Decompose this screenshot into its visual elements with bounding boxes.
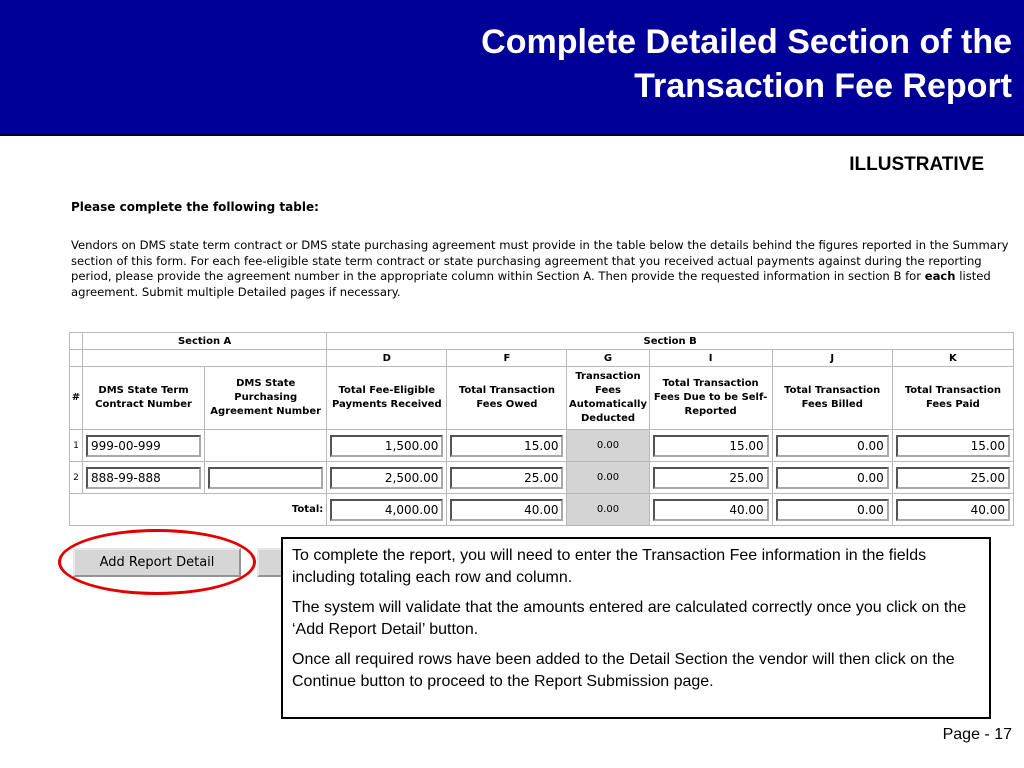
intro-text-bold: each bbox=[924, 269, 956, 283]
cell-d bbox=[327, 430, 447, 462]
intro-text-part1: Vendors on DMS state term contract or DMS state purchasing agreement must provide in the table below the details behind the figures reported in the Summary section of this form. For each fee-eligible state term contract or state purchasing agreement that you received actual payments against during the reporting period, please provide the agreement number in the appropriate column within Section A. Then provide the requested information in section B for bbox=[71, 238, 1009, 283]
total-fees-paid-input[interactable]: 40.00 bbox=[896, 499, 1010, 521]
total-fees-owed-input[interactable]: 40.00 bbox=[450, 499, 563, 521]
cell-contract bbox=[83, 462, 205, 494]
total-row bbox=[70, 494, 1014, 526]
corner-cell bbox=[70, 333, 83, 350]
cell-j bbox=[772, 494, 892, 526]
header-payments-received: Total Fee-Eligible Payments Received bbox=[327, 367, 447, 430]
intro-heading: Please complete the following table: bbox=[71, 200, 319, 214]
fees-self-reported-input[interactable]: 15.00 bbox=[653, 435, 769, 457]
total-label: Total: bbox=[70, 494, 327, 526]
cell-f bbox=[447, 430, 567, 462]
total-payments-input[interactable]: 4,000.00 bbox=[330, 499, 443, 521]
section-b-header: Section B bbox=[327, 333, 1014, 350]
table-row bbox=[70, 462, 1014, 494]
header-row-number: # bbox=[70, 367, 83, 430]
total-fees-deducted-value: 0.00 bbox=[596, 504, 620, 515]
header-contract-number: DMS State Term Contract Number bbox=[83, 367, 205, 430]
cell-agreement bbox=[205, 430, 327, 462]
cell-f bbox=[447, 494, 567, 526]
cell-k bbox=[892, 430, 1013, 462]
fees-deducted-value: 0.00 bbox=[596, 472, 620, 483]
cell-k bbox=[892, 494, 1013, 526]
col-letter-d: D bbox=[327, 350, 447, 367]
col-letter-g: G bbox=[567, 350, 649, 367]
cell-i bbox=[649, 494, 772, 526]
illustrative-label: ILLUSTRATIVE bbox=[849, 154, 984, 175]
slide-header bbox=[0, 0, 1024, 136]
header-fees-owed: Total Transaction Fees Owed bbox=[447, 367, 567, 430]
contract-number-input[interactable]: 888-99-888 bbox=[86, 467, 201, 489]
note-paragraph-1: To complete the report, you will need to enter the Transaction Fee information in the fields including totaling each row and column. bbox=[292, 547, 927, 586]
cell-i bbox=[649, 462, 772, 494]
cell-g bbox=[567, 494, 649, 526]
fees-paid-input[interactable]: 15.00 bbox=[896, 435, 1010, 457]
cell-d bbox=[327, 494, 447, 526]
intro-text-part2: listed agreement. Submit multiple Detailed pages if necessary. bbox=[71, 269, 991, 299]
blank-cell bbox=[83, 350, 327, 367]
fees-billed-input[interactable]: 0.00 bbox=[776, 435, 889, 457]
highlight-oval bbox=[58, 529, 256, 595]
cell-j bbox=[772, 430, 892, 462]
cell-i bbox=[649, 430, 772, 462]
cell-contract bbox=[83, 430, 205, 462]
cell-agreement bbox=[205, 462, 327, 494]
fees-owed-input[interactable]: 15.00 bbox=[450, 435, 563, 457]
header-agreement-number: DMS State Purchasing Agreement Number bbox=[205, 367, 327, 430]
add-report-detail-button[interactable]: Add Report Detail bbox=[73, 548, 241, 577]
instruction-note bbox=[281, 537, 991, 719]
cell-d bbox=[327, 462, 447, 494]
payments-received-input[interactable]: 2,500.00 bbox=[330, 467, 443, 489]
cell-j bbox=[772, 462, 892, 494]
table-row bbox=[70, 430, 1014, 462]
col-letter-k: K bbox=[892, 350, 1013, 367]
section-a-header: Section A bbox=[83, 333, 327, 350]
fees-deducted-value: 0.00 bbox=[596, 440, 620, 451]
slide-title-line2: Transaction Fee Report bbox=[634, 67, 1012, 105]
total-fees-self-reported-input[interactable]: 40.00 bbox=[653, 499, 769, 521]
fees-self-reported-input[interactable]: 25.00 bbox=[653, 467, 769, 489]
intro-text bbox=[71, 238, 1021, 300]
slide-title-line1: Complete Detailed Section of the bbox=[481, 23, 1012, 61]
page-number: Page - 17 bbox=[942, 726, 1012, 743]
col-letter-j: J bbox=[772, 350, 892, 367]
note-paragraph-2: The system will validate that the amounts entered are calculated correctly once you click on the ‘Add Report Detail’ button. bbox=[292, 599, 967, 638]
cell-f bbox=[447, 462, 567, 494]
payments-received-input[interactable]: 1,500.00 bbox=[330, 435, 443, 457]
cell-g bbox=[567, 462, 649, 494]
fees-paid-input[interactable]: 25.00 bbox=[896, 467, 1010, 489]
header-fees-paid: Total Transaction Fees Paid bbox=[892, 367, 1013, 430]
fees-owed-input[interactable]: 25.00 bbox=[450, 467, 563, 489]
note-paragraph-3: Once all required rows have been added to the Detail Section the vendor will then click on the Continue button to proceed to the Report Submission page. bbox=[292, 651, 955, 690]
col-letter-i: I bbox=[649, 350, 772, 367]
header-fees-deducted: Transaction Fees Automatically Deducted bbox=[567, 367, 649, 430]
col-letter-f: F bbox=[447, 350, 567, 367]
agreement-number-input[interactable] bbox=[208, 467, 323, 489]
cell-k bbox=[892, 462, 1013, 494]
row-number: 1 bbox=[70, 430, 83, 462]
slide-title bbox=[252, 20, 1012, 108]
blank-cell bbox=[70, 350, 83, 367]
contract-number-input[interactable]: 999-00-999 bbox=[86, 435, 201, 457]
fees-billed-input[interactable]: 0.00 bbox=[776, 467, 889, 489]
detail-table bbox=[69, 332, 1014, 526]
header-fees-self-reported: Total Transaction Fees Due to be Self-Reported bbox=[649, 367, 772, 430]
row-number: 2 bbox=[70, 462, 83, 494]
total-fees-billed-input[interactable]: 0.00 bbox=[776, 499, 889, 521]
cell-g bbox=[567, 430, 649, 462]
header-fees-billed: Total Transaction Fees Billed bbox=[772, 367, 892, 430]
